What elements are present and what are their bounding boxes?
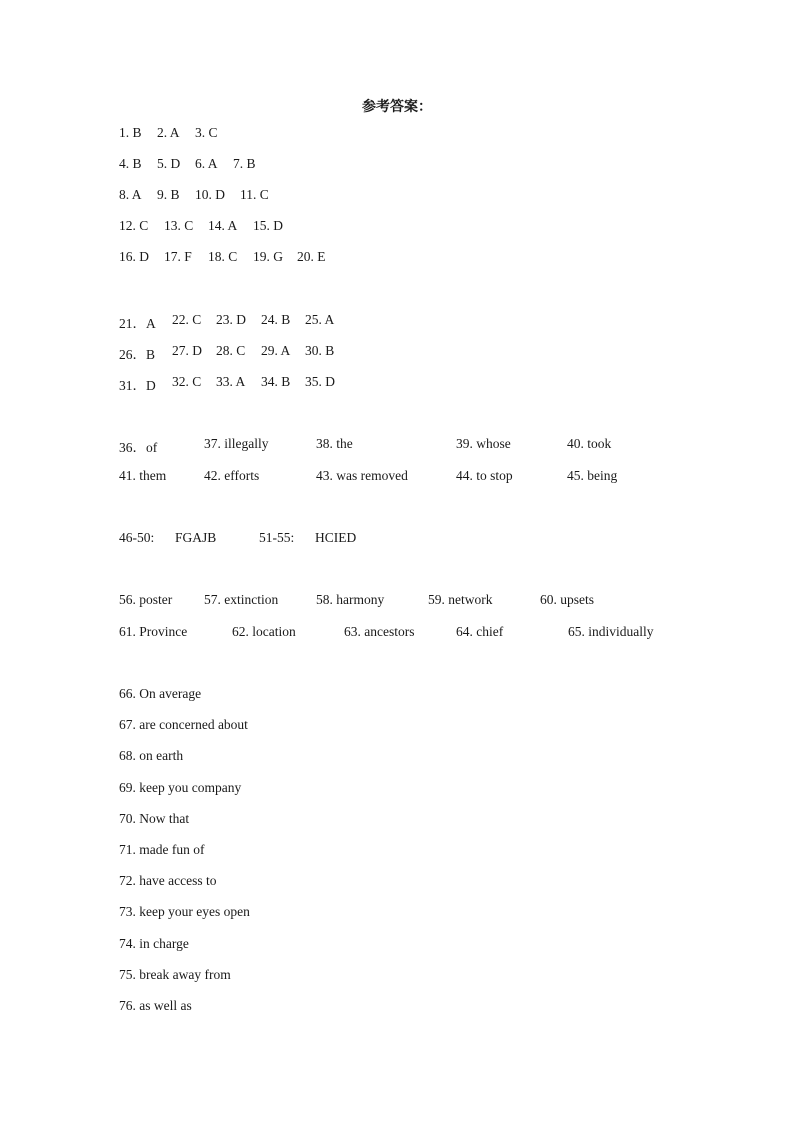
answer-item: 34. B	[261, 374, 291, 389]
answer-item: 61. Province	[119, 624, 188, 639]
answer-item: 56. poster	[119, 592, 173, 607]
answer-item: 57. extinction	[204, 592, 279, 607]
answer-item: 13. C	[164, 218, 194, 233]
answer-item: 18. C	[208, 249, 238, 264]
answer-item: 44. to stop	[456, 468, 513, 483]
answer-item: 23. D	[216, 312, 246, 327]
phrase-answer: 68. on earth	[119, 748, 184, 763]
answer-item: 6. A	[195, 156, 218, 171]
phrase-answer: 75. break away from	[119, 967, 231, 982]
answer-item: 26．B	[119, 347, 156, 362]
phrase-answer: 72. have access to	[119, 873, 217, 888]
answer-item: 32. C	[172, 374, 202, 389]
answer-range-label: 51-55:	[259, 530, 295, 545]
page-title: 参考答案：	[362, 99, 432, 115]
answer-item: 65. individually	[568, 624, 654, 639]
answer-item: 10. D	[195, 187, 225, 202]
answer-item: 19. G	[253, 249, 283, 264]
answer-item: 31．D	[119, 378, 156, 393]
answer-item: 14. A	[208, 218, 238, 233]
answer-item: 59. network	[428, 592, 493, 607]
phrase-answer: 66. On average	[119, 686, 202, 701]
answer-item: 1. B	[119, 125, 142, 140]
answer-item: 60. upsets	[540, 592, 594, 607]
phrase-answer: 76. as well as	[119, 998, 192, 1013]
answer-item: 22. C	[172, 312, 202, 327]
answer-item: 37. illegally	[204, 436, 269, 451]
answer-item: 30. B	[305, 343, 335, 358]
answer-item: 17. F	[164, 249, 192, 264]
answer-item: 5. D	[157, 156, 181, 171]
answer-item: 45. being	[567, 468, 618, 483]
answer-item: 27. D	[172, 343, 202, 358]
answer-item: 38. the	[316, 436, 353, 451]
phrase-answer: 71. made fun of	[119, 842, 205, 857]
answer-item: 12. C	[119, 218, 149, 233]
answer-item: 28. C	[216, 343, 246, 358]
phrase-answer: 73. keep your eyes open	[119, 904, 250, 919]
answer-item: 58. harmony	[316, 592, 385, 607]
answer-item: 21．A	[119, 316, 156, 331]
answer-item: 16. D	[119, 249, 149, 264]
answer-item: 20. E	[297, 249, 326, 264]
answer-item: 43. was removed	[316, 468, 408, 483]
phrase-answer: 67. are concerned about	[119, 717, 248, 732]
answer-item: 9. B	[157, 187, 180, 202]
phrase-answer: 74. in charge	[119, 936, 189, 951]
answer-item: 63. ancestors	[344, 624, 415, 639]
answer-item: FGAJB	[175, 530, 217, 545]
answer-item: 36．of	[119, 440, 158, 455]
answer-item: 11. C	[240, 187, 269, 202]
phrase-answer: 70. Now that	[119, 811, 190, 826]
answer-item: 29. A	[261, 343, 291, 358]
answer-range-label: 46-50:	[119, 530, 155, 545]
phrase-answer: 69. keep you company	[119, 780, 242, 795]
answer-item: 62. location	[232, 624, 296, 639]
answer-item: 24. B	[261, 312, 291, 327]
answer-item: 2. A	[157, 125, 180, 140]
answer-item: 3. C	[195, 125, 218, 140]
answer-item: 4. B	[119, 156, 142, 171]
answer-item: 39. whose	[456, 436, 511, 451]
answer-item: 40. took	[567, 436, 612, 451]
answer-item: HCIED	[315, 530, 357, 545]
answer-item: 64. chief	[456, 624, 504, 639]
answer-item: 7. B	[233, 156, 256, 171]
answer-item: 35. D	[305, 374, 335, 389]
answer-item: 25. A	[305, 312, 335, 327]
answer-item: 33. A	[216, 374, 246, 389]
answer-item: 42. efforts	[204, 468, 260, 483]
answer-item: 41. them	[119, 468, 167, 483]
answer-item: 8. A	[119, 187, 142, 202]
answer-item: 15. D	[253, 218, 283, 233]
